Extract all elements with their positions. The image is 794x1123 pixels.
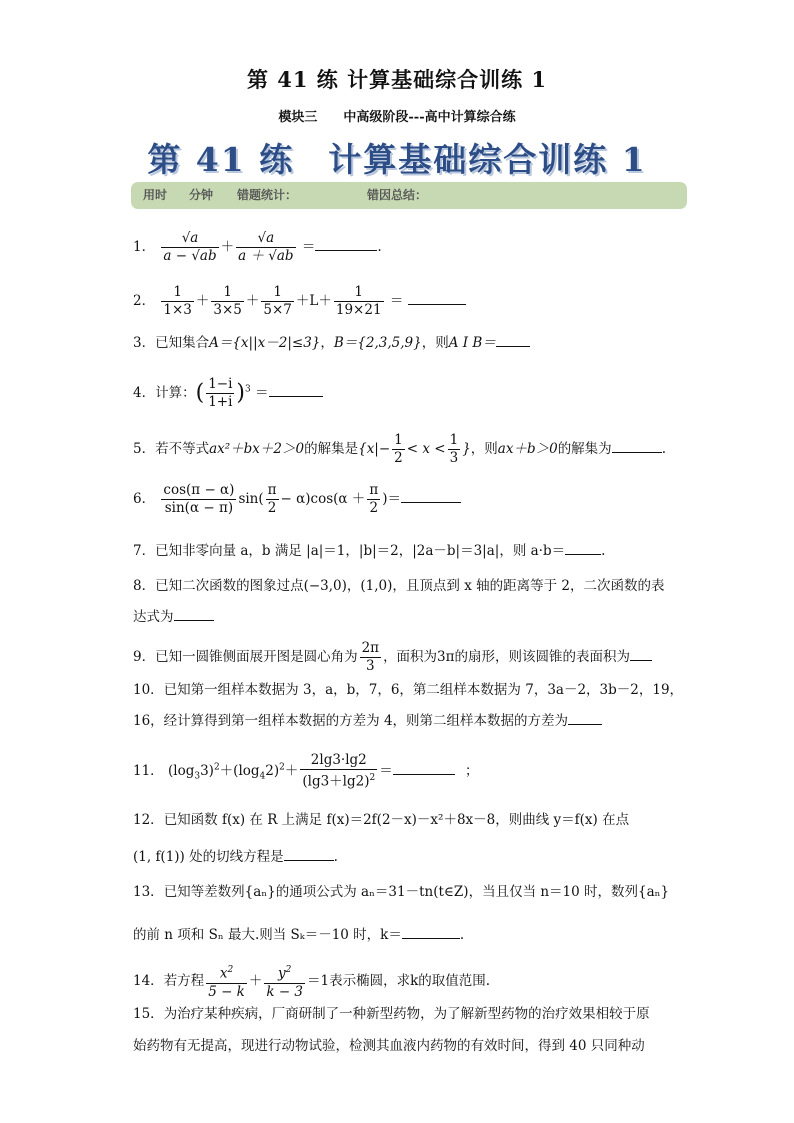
fraction: $\frac{√a}{a - √ab}$ xyxy=(163,230,217,264)
answer-blank[interactable] xyxy=(284,846,334,861)
fraction: $\frac{\pi}{2}$ xyxy=(267,482,277,516)
fraction: $\frac{1}{3}$ xyxy=(449,432,459,466)
banner-title xyxy=(0,134,794,181)
fraction: $\frac{1}{2}$ xyxy=(394,432,403,466)
info-bar xyxy=(131,182,687,209)
banner-right: 计算基础综合训练 1 xyxy=(328,140,647,179)
question-1: 1． $\frac{√a}{a - √ab}$ ＋ $\frac{√a}{a + √ab}$ ＝ . xyxy=(133,230,382,264)
fraction: $\frac{1}{19\times 21}$ xyxy=(335,284,382,318)
answer-blank[interactable] xyxy=(408,290,466,305)
answer-blank[interactable] xyxy=(568,710,602,725)
answer-blank[interactable] xyxy=(315,236,377,251)
fraction: $\frac{x^2}{5 - k}$ xyxy=(206,962,247,1001)
answer-blank[interactable] xyxy=(402,924,460,939)
answer-blank[interactable] xyxy=(612,438,662,453)
question-15-cont: 始药物有无提高，现进行动物试验，检测其血液内药物的有效时间，得到 40 只同种动 xyxy=(133,1038,645,1054)
fraction: $\frac{y^2}{k - 3}$ xyxy=(264,962,305,1001)
question-14: 14．若方程 $\frac{x^2}{5 - k}$ ＋ $\frac{y^2}{k - 3}$ ＝1表示椭圆，求k的取值范围. xyxy=(133,962,673,1001)
fraction: $\frac{1}{3\times 5}$ xyxy=(213,284,242,318)
fraction: $\frac{\cos(\pi - \alpha)}{\sin(\alpha - \pi)}$ xyxy=(163,482,235,516)
answer-blank[interactable] xyxy=(269,382,323,397)
module-stage: 中高级阶段---高中计算综合练 xyxy=(343,110,516,125)
answer-blank[interactable] xyxy=(393,760,455,775)
question-8-cont: 达式为 xyxy=(133,606,673,627)
question-13: 13．已知等差数列{aₙ}的通项公式为 aₙ＝31－tn(t∈Z)，当且仅当 n＝10 时，数列{aₙ} xyxy=(133,884,670,900)
question-10-cont: 16，经计算得到第一组样本数据的方差为 4，则第二组样本数据的方差为 xyxy=(133,710,673,731)
answer-blank[interactable] xyxy=(565,540,601,555)
minutes-label: 分钟 xyxy=(189,188,214,202)
used-time-label: 用时 xyxy=(143,188,168,202)
question-15: 15．为治疗某种疾病，厂商研制了一种新型药物，为了解新型药物的治疗效果相较于原 xyxy=(133,1006,650,1022)
question-7: 7．已知非零向量 a，b 满足 |a|＝1，|b|＝2，|2a－b|＝3|a|，则 a·b＝ . xyxy=(133,540,673,561)
question-4: 4．计算：( $\frac{1-i}{1+i}$ )$^3$ ＝ xyxy=(133,376,673,411)
question-2: 2． $\frac{1}{1\times 3}$ ＋ $\frac{1}{3\times 5}$ ＋ $\frac{1}{5\times 7}$ ＋L＋ $\frac{1}{19\times 21}$ ＝ xyxy=(133,284,673,319)
error-summary-label: 错因总结： xyxy=(367,188,428,202)
question-12: 12．已知函数 f(x) 在 R 上满足 f(x)＝2f(2－x)－x²＋8x－8，则曲线 y＝f(x) 在点 xyxy=(133,812,630,828)
question-3: 3．已知集合A＝{x||x－2|≤3}，B＝{2,3,5,9}，则A I B＝ xyxy=(133,332,673,353)
error-stats-label: 错题统计： xyxy=(237,188,298,202)
banner-left: 第 41 练 xyxy=(147,140,295,179)
question-8: 8．已知二次函数的图象过点(−3,0)，(1,0)，且顶点到 x 轴的距离等于 2，二次函数的表 xyxy=(133,578,665,594)
question-13-cont: 的前 n 项和 Sₙ 最大.则当 Sₖ＝－10 时，k＝ . xyxy=(133,924,673,945)
question-6: 6． $\frac{\cos(\pi - \alpha)}{\sin(\alpha - \pi)}$ sin( $\frac{\pi}{2}$ − α)cos(α ＋ $\frac{\pi}{2}$ )＝ xyxy=(133,482,673,517)
answer-blank[interactable] xyxy=(496,332,530,347)
fraction: $\frac{1-i}{1+i}$ xyxy=(208,376,233,410)
page-title: 第 41 练 计算基础综合训练 1 xyxy=(246,67,548,92)
question-12-cont: (1, f(1)) 处的切线方程是 . xyxy=(133,846,673,867)
question-10: 10．已知第一组样本数据为 3，a，b，7，6，第二组样本数据为 7，3a－2，3b－2，19， xyxy=(133,682,684,698)
answer-blank[interactable] xyxy=(174,606,214,621)
module-label: 模块三 xyxy=(278,110,318,125)
module-subtitle xyxy=(0,106,794,125)
question-9: 9．已知一圆锥侧面展开图是圆心角为 $\frac{2\pi}{3}$ ，面积为3π的扇形，则该圆锥的表面积为 xyxy=(133,640,673,675)
answer-blank[interactable] xyxy=(401,488,461,503)
question-5: 5．若不等式ax²＋bx＋2＞0的解集是{x|− $\frac{1}{2}$ < x < $\frac{1}{3}$ }，则ax＋b＞0的解集为 . xyxy=(133,432,666,466)
fraction: $\frac{\pi}{2}$ xyxy=(369,482,379,516)
fraction: $\frac{2\pi}{3}$ xyxy=(361,640,380,674)
answer-blank[interactable] xyxy=(630,646,652,661)
fraction: $\frac{2\lg 3\cdot\lg 2}{(\lg 3+\lg 2)^2}$ xyxy=(302,752,376,790)
fraction: $\frac{√a}{a + √ab}$ xyxy=(238,230,294,264)
question-11: 11． $(\log_33)^2+(\log_42)^2+$ $\frac{2\lg 3\cdot\lg 2}{(\lg 3+\lg 2)^2}$ ＝ ； xyxy=(133,752,479,790)
fraction: $\frac{1}{5\times 7}$ xyxy=(263,284,292,318)
fraction: $\frac{1}{1\times 3}$ xyxy=(163,284,192,318)
